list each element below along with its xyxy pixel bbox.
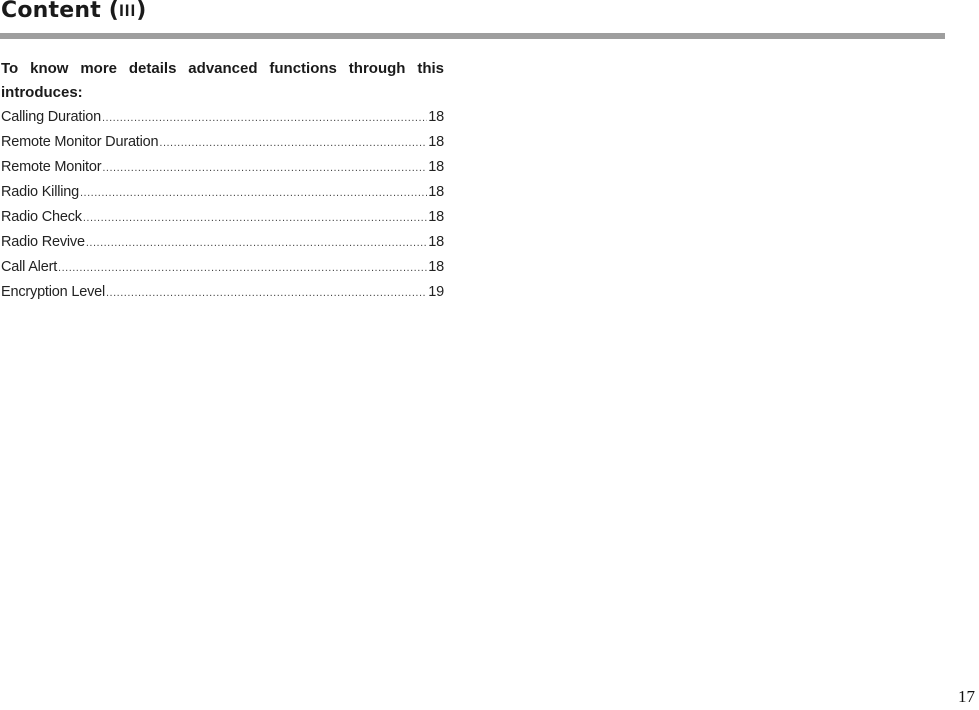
toc-leader-dots (106, 281, 427, 306)
toc-item-label: Call Alert (1, 259, 58, 275)
toc-item-calling-duration[interactable] (1, 105, 444, 130)
toc-item-label: Calling Duration (1, 109, 101, 125)
toc-item-page: 18 (428, 184, 444, 200)
toc-item-page: 18 (428, 234, 444, 250)
title-close: ) (136, 0, 147, 23)
toc-item-label: Remote Monitor (1, 159, 102, 175)
toc-item-label: Radio Check (1, 209, 82, 225)
toc-item-call-alert[interactable] (1, 255, 444, 280)
page-title (1, 0, 147, 25)
toc-item-radio-killing[interactable] (1, 180, 444, 205)
title-text: Content ( (1, 0, 120, 23)
toc-item-page: 19 (428, 284, 444, 300)
header-divider (0, 33, 945, 39)
page-number: 17 (958, 687, 975, 706)
toc-item-label: Remote Monitor Duration (1, 134, 159, 150)
toc-item-page: 18 (428, 159, 444, 175)
toc-item-encryption-level[interactable] (1, 280, 444, 305)
toc-leader-dots (86, 231, 427, 256)
toc-item-remote-monitor-duration[interactable] (1, 130, 444, 155)
intro-paragraph: To know more details advanced functions through this introduces: (1, 60, 444, 101)
toc-item-radio-revive[interactable] (1, 230, 444, 255)
toc-item-page: 18 (428, 209, 444, 225)
toc-item-label: Encryption Level (1, 284, 105, 300)
toc-item-label: Radio Killing (1, 184, 79, 200)
toc-leader-dots (102, 156, 427, 181)
toc-leader-dots (159, 131, 427, 156)
toc-leader-dots (102, 106, 427, 131)
toc-item-page: 18 (428, 134, 444, 150)
toc-leader-dots (83, 206, 427, 231)
toc-item-page: 18 (428, 259, 444, 275)
toc-item-label: Radio Revive (1, 234, 85, 250)
toc-item-page: 18 (428, 109, 444, 125)
toc-item-remote-monitor[interactable] (1, 155, 444, 180)
toc-item-radio-check[interactable] (1, 205, 444, 230)
toc-leader-dots (80, 181, 427, 206)
title-roman-numeral: III (119, 1, 137, 20)
toc-leader-dots (58, 256, 427, 281)
table-of-contents (1, 105, 444, 305)
